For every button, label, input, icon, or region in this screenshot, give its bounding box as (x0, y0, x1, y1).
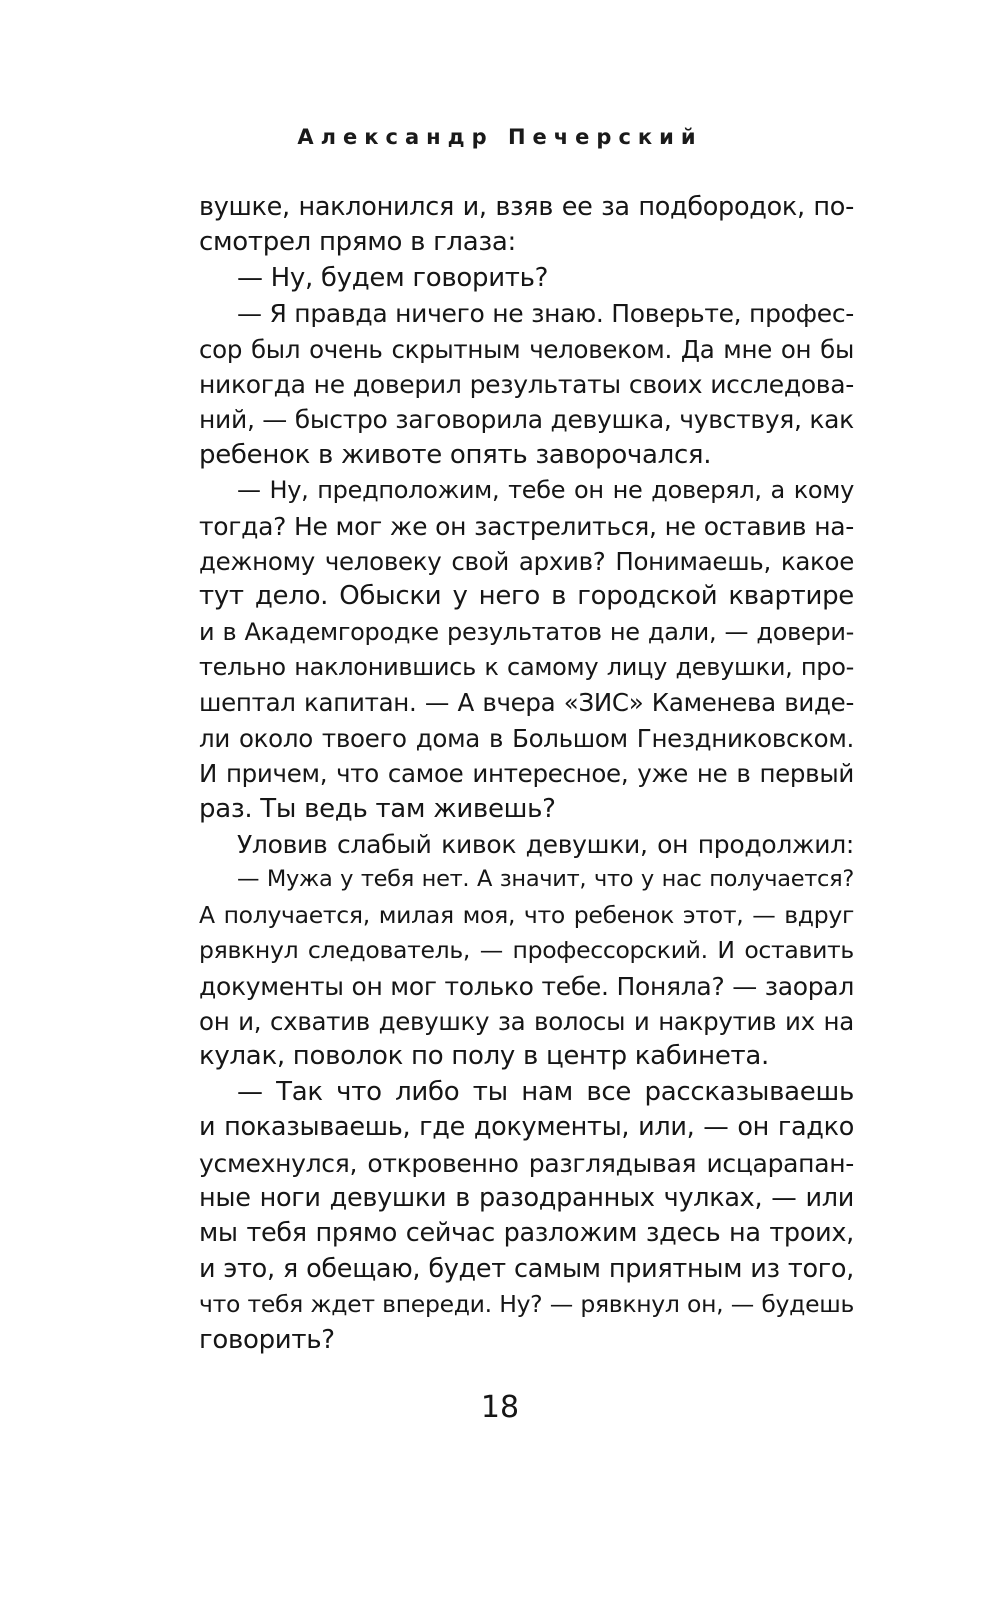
text-line: и это, я обещаю, будет самым приятным из того, (199, 1253, 854, 1284)
text-line: усмехнулся, откровенно разглядывая исцарапан- (199, 1148, 854, 1178)
text-line: кулак, поволок по полу в центр кабинета. (199, 1041, 769, 1072)
page-number: 18 (480, 1390, 520, 1425)
running-header-author: Александр Печерский (297, 125, 703, 149)
text-line: — Я правда ничего не знаю. Поверьте, профес- (237, 299, 854, 329)
text-line: и показываешь, где документы, или, — он гадко (199, 1112, 854, 1143)
text-line: И причем, что самое интересное, уже не в первый (199, 759, 854, 789)
text-line: ребенок в животе опять заворочался. (199, 439, 712, 470)
text-line: А получается, милая моя, что ребенок этот, — вдруг (199, 900, 854, 929)
text-line: тут дело. Обыски у него в городской квартире (199, 581, 854, 612)
text-line: сор был очень скрытным человеком. Да мне он бы (199, 334, 854, 364)
text-line: рявкнул следователь, — профессорский. И оставить (199, 936, 854, 965)
text-line: шептал капитан. — А вчера «ЗИС» Каменева виде- (199, 688, 854, 718)
text-line: он и, схватив девушку за волосы и накрутив их на (199, 1006, 854, 1036)
text-line: ний, — быстро заговорила девушка, чувствуя, как (199, 405, 854, 435)
text-line: — Ну, будем говорить? (237, 262, 549, 293)
text-line: и в Академгородке результатов не дали, — довери- (199, 617, 854, 646)
text-line: вушке, наклонился и, взяв ее за подбородок, по- (199, 192, 854, 222)
text-line: мы тебя прямо сейчас разложим здесь на троих, (199, 1218, 854, 1249)
text-line: тогда? Не мог же он застрелиться, не оставив на- (199, 511, 854, 541)
text-line: тельно наклонившись к самому лицу девушки, про- (199, 653, 854, 682)
text-line: говорить? (199, 1324, 335, 1355)
text-line: ли около твоего дома в Большом Гнездниковском. (199, 723, 854, 753)
text-line: документы он мог только тебе. Поняла? — заорал (199, 971, 854, 1001)
text-line: ные ноги девушки в разодранных чулках, — или (199, 1182, 854, 1213)
text-line: — Мужа у тебя нет. А значит, что у нас получается? (237, 866, 854, 893)
text-line: раз. Ты ведь там живешь? (199, 793, 556, 824)
body-text (199, 190, 854, 1358)
text-line: — Так что либо ты нам все рассказываешь (237, 1076, 854, 1107)
text-line: что тебя ждет впереди. Ну? — рявкнул он, — будешь (199, 1290, 854, 1319)
text-line: дежному человеку свой архив? Понимаешь, какое (199, 546, 854, 576)
text-line: смотрел прямо в глаза: (199, 227, 516, 258)
text-line: — Ну, предположим, тебе он не доверял, а кому (237, 476, 854, 505)
text-line: никогда не доверил результаты своих исследова- (199, 369, 854, 399)
text-line: Уловив слабый кивок девушки, он продолжил: (237, 830, 854, 860)
